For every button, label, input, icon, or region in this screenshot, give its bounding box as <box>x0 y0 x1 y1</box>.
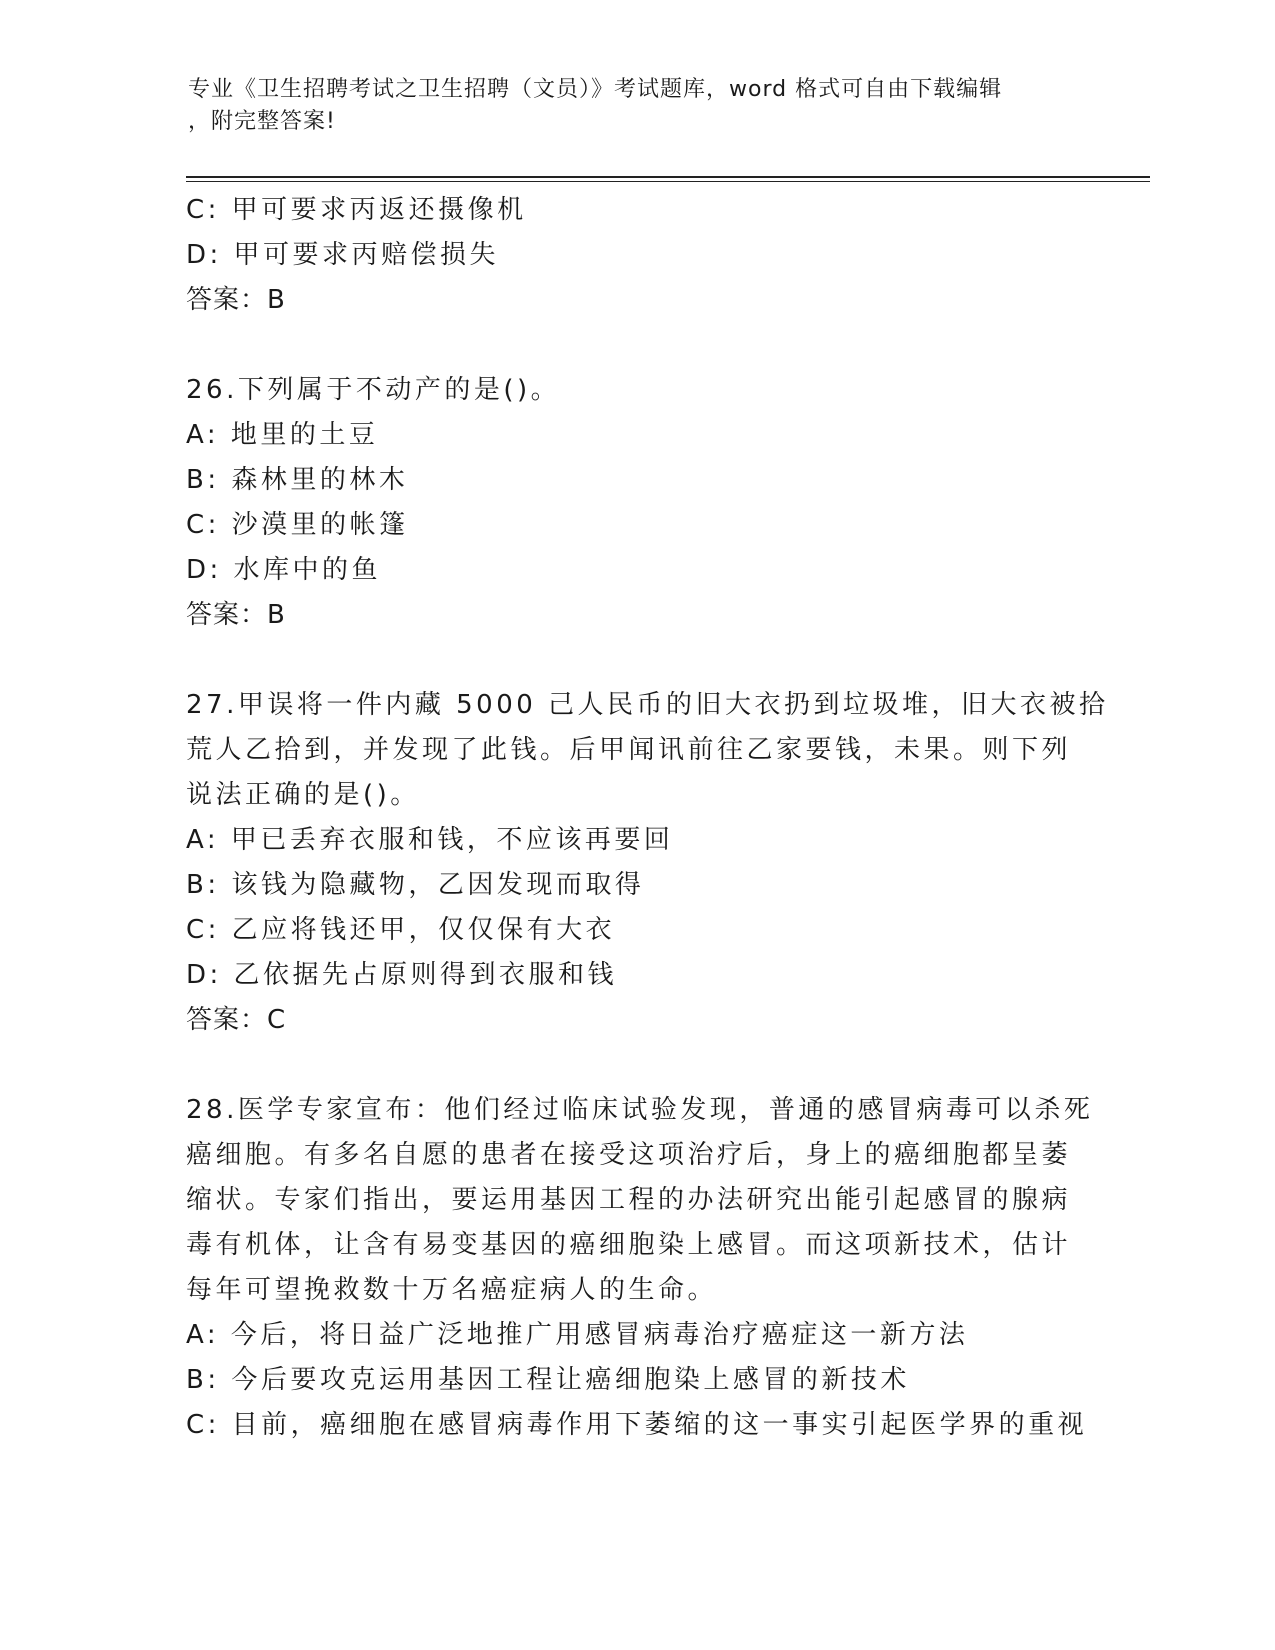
question-stem-line-1: 28.医学专家宣布：他们经过临床试验发现，普通的感冒病毒可以杀死 <box>186 1095 1094 1125</box>
option-b: B: 森林里的林木 <box>186 465 409 495</box>
question-26 <box>186 368 1086 638</box>
question-28 <box>186 1088 1094 1448</box>
spacer <box>186 1043 1086 1088</box>
option-a: A: 甲已丢弃衣服和钱，不应该再要回 <box>186 825 674 855</box>
answer-label: 答案：C <box>186 1005 287 1035</box>
option-c: C: 乙应将钱还甲，仅仅保有大衣 <box>186 915 616 945</box>
question-stem-line-5: 每年可望挽救数十万名癌症病人的生命。 <box>186 1275 718 1305</box>
option-d: D: 乙依据先占原则得到衣服和钱 <box>186 960 618 990</box>
question-stem-line-3: 缩状。专家们指出，要运用基因工程的办法研究出能引起感冒的腺病 <box>186 1185 1072 1215</box>
spacer <box>186 638 1086 683</box>
exam-content <box>186 188 1109 1448</box>
answer-label: 答案：B <box>186 600 286 630</box>
option-a: A: 今后，将日益广泛地推广用感冒病毒治疗癌症这一新方法 <box>186 1320 969 1350</box>
option-c: C: 沙漠里的帐篷 <box>186 510 409 540</box>
option-c: C: 目前，癌细胞在感冒病毒作用下萎缩的这一事实引起医学界的重视 <box>186 1410 1088 1440</box>
header-line-2: ，附完整答案! <box>188 109 336 134</box>
header-divider-thick <box>186 176 1150 178</box>
option-c: C: 甲可要求丙返还摄像机 <box>186 195 527 225</box>
spacer <box>186 323 1086 368</box>
header-line-1: 专业《卫生招聘考试之卫生招聘（文员）》考试题库，word 格式可自由下载编辑 <box>188 77 1003 102</box>
option-b: B: 该钱为隐藏物，乙因发现而取得 <box>186 870 645 900</box>
question-stem: 26.下列属于不动产的是()。 <box>186 375 561 405</box>
option-d: D: 甲可要求丙赔偿损失 <box>186 240 500 270</box>
question-stem-line-4: 毒有机体，让含有易变基因的癌细胞染上感冒。而这项新技术，估计 <box>186 1230 1072 1260</box>
question-stem-line-2: 癌细胞。有多名自愿的患者在接受这项治疗后，身上的癌细胞都呈萎 <box>186 1140 1072 1170</box>
question-27 <box>186 683 1109 1043</box>
option-b: B: 今后要攻克运用基因工程让癌细胞染上感冒的新技术 <box>186 1365 910 1395</box>
question-stem-line-3: 说法正确的是()。 <box>186 780 420 810</box>
question-stem-line-1: 27.甲误将一件内藏 5000 己人民币的旧大衣扔到垃圾堆，旧大衣被拾 <box>186 690 1109 720</box>
question-25-tail <box>186 188 1086 323</box>
question-stem-line-2: 荒人乙拾到，并发现了此钱。后甲闻讯前往乙家要钱，未果。则下列 <box>186 735 1072 765</box>
option-a: A: 地里的土豆 <box>186 420 379 450</box>
answer-label: 答案：B <box>186 285 286 315</box>
header-divider-thin <box>186 181 1150 182</box>
option-d: D: 水库中的鱼 <box>186 555 382 585</box>
page-header <box>188 74 1068 138</box>
